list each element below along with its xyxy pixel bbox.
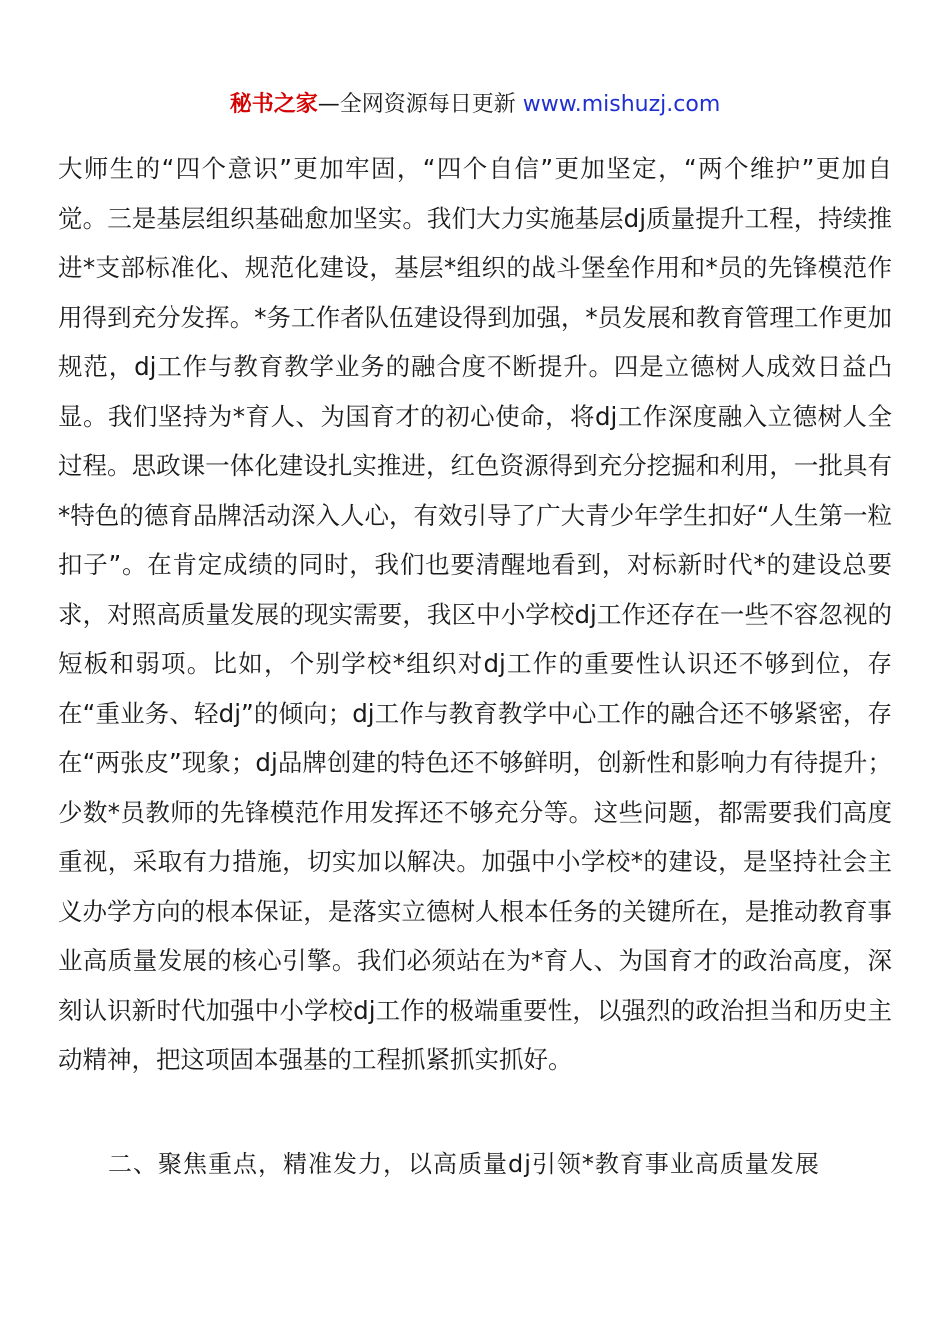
header-tagline: —全网资源每日更新 [317,92,523,117]
header-brand: 秘书之家 [229,92,318,117]
section-heading: 二、聚焦重点，精准发力，以高质量dj引领*教育事业高质量发展 [108,1150,820,1178]
document-header [0,88,950,122]
header-url-link[interactable]: www.mishuzj.com [522,92,721,117]
body-text [58,144,892,1085]
body-paragraph: 大师生的“四个意识”更加牢固，“四个自信”更加坚定，“两个维护”更加自觉。三是基层组织基础愈加坚实。我们大力实施基层dj质量提升工程，持续推进*支部标准化、规范化建设，基层*组织的战斗堡垒作用和*员的先锋模范作用得到充分发挥。*务工作者队伍建设得到加强，*员发展和教育管理工作更加规范，dj工作与教育教学业务的融合度不断提升。四是立德树人成效日益凸显。我们坚持为*育人、为国育才的初心使命，将dj工作深度融入立德树人全过程。思政课一体化建设扎实推进，红色资源得到充分挖掘和利用，一批具有*特色的德育品牌活动深入人心，有效引导了广大青少年学生扣好“人生第一粒扣子”。在肯定成绩的同时，我们也要清醒地看到，对标新时代*的建设总要求，对照高质量发展的现实需要，我区中小学校dj工作还存在一些不容忽视的短板和弱项。比如，个别学校*组织对dj工作的重要性认识还不够到位，存在“重业务、轻dj”的倾向；dj工作与教育教学中心工作的融合还不够紧密，存在“两张皮”现象；dj品牌创建的特色还不够鲜明，创新性和影响力有待提升；少数*员教师的先锋模范作用发挥还不够充分等。这些问题，都需要我们高度重视，采取有力措施，切实加以解决。加强中小学校*的建设，是坚持社会主义办学方向的根本保证，是落实立德树人根本任务的关键所在，是推动教育事业高质量发展的核心引擎。我们必须站在为*育人、为国育才的政治高度，深刻认识新时代加强中小学校dj工作的极端重要性，以强烈的政治担当和历史主动精神，把这项固本强基的工程抓紧抓实抓好。 [58,154,892,1074]
